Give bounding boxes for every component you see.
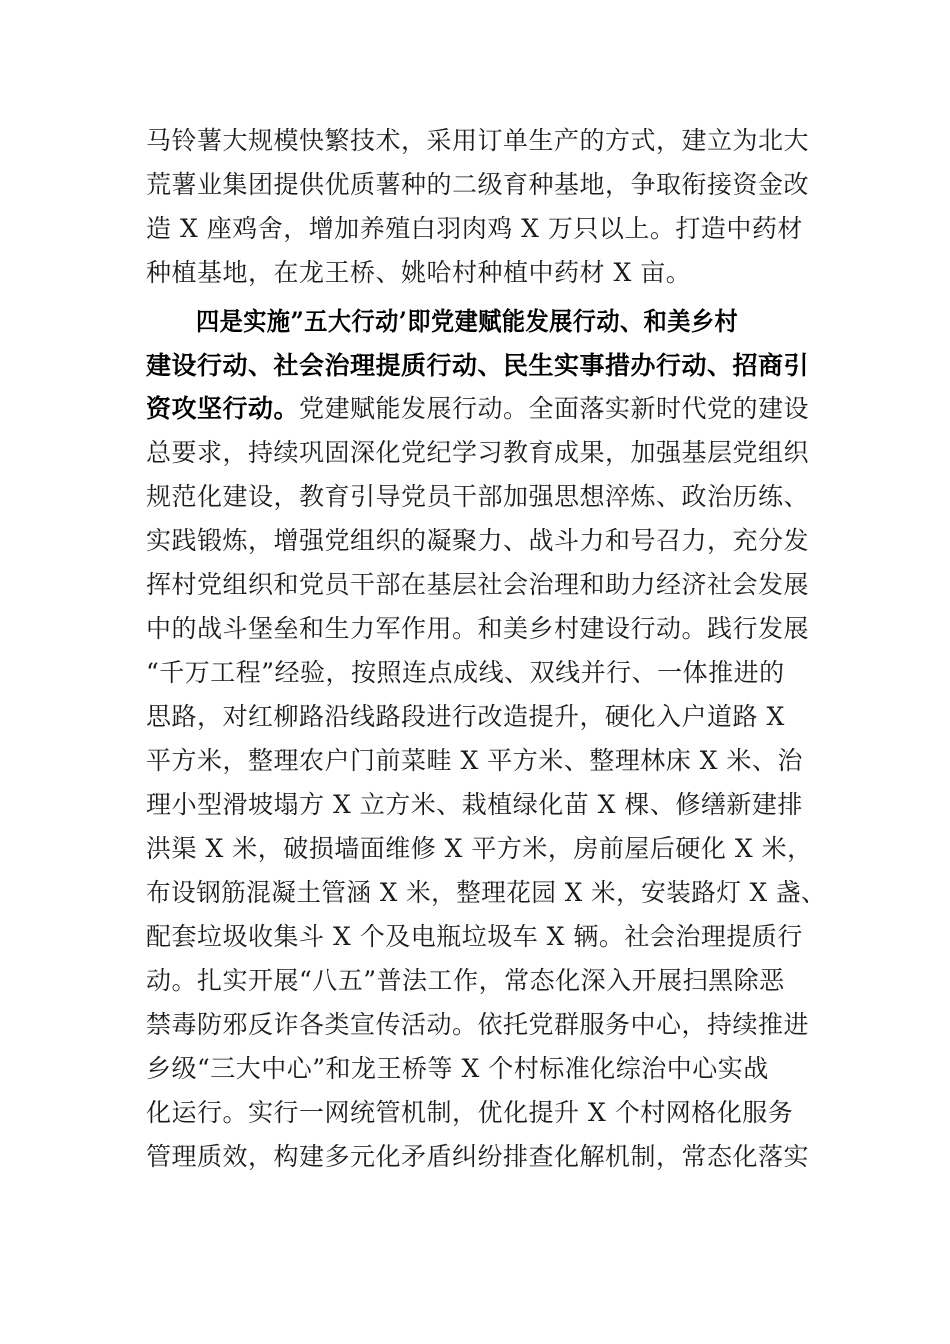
text-line: “千万工程”经验，按照连点成线、双线并行、一体推进的: [146, 658, 785, 687]
text-line-continuation: 党建赋能发展行动。全面落实新时代党的建设: [299, 394, 810, 423]
text-line: 禁毒防邪反诈各类宣传活动。依托党群服务中心，持续推进: [146, 1010, 810, 1039]
text-line: 配套垃圾收集斗 X 个及电瓶垃圾车 X 辆。社会治理提质行: [146, 922, 803, 951]
text-line: 中的战斗堡垒和生力军作用。和美乡村建设行动。践行发展: [146, 614, 810, 643]
text-line: 总要求，持续巩固深化党纪学习教育成果，加强基层党组织: [146, 438, 810, 467]
text-line: 动。扎实开展“八五”普法工作，常态化深入开展扫黑除恶: [146, 966, 785, 995]
text-line: 马铃薯大规模快繁技术，采用订单生产的方式，建立为北大: [146, 126, 810, 155]
text-line: 管理质效，构建多元化矛盾纠纷排查化解机制，常态化落实: [146, 1142, 810, 1171]
text-line: 实践锻炼，增强党组织的凝聚力、战斗力和号召力，充分发: [146, 526, 810, 555]
text-line: 布设钢筋混凝土管涵 X 米，整理花园 X 米，安装路灯 X 盏、: [146, 878, 827, 907]
text-line: 乡级“三大中心”和龙王桥等 X 个村标准化综治中心实战: [146, 1054, 769, 1083]
text-line: 种植基地，在龙王桥、姚哈村种植中药材 X 亩。: [146, 258, 692, 287]
text-line: 洪渠 X 米，破损墙面维修 X 平方米，房前屋后硬化 X 米，: [146, 834, 813, 863]
heading-line: 建设行动、社会治理提质行动、民生实事措办行动、招商引: [146, 351, 810, 380]
text-line: 思路，对红柳路沿线路段进行改造提升，硬化入户道路 X: [146, 702, 785, 731]
text-line: 荒薯业集团提供优质薯种的二级育种基地，争取衔接资金改: [146, 170, 810, 199]
heading-line: 四是实施”五大行动’即党建赋能发展行动、和美乡村: [196, 307, 739, 336]
text-line: 平方米，整理农户门前菜畦 X 平方米、整理林床 X 米、治: [146, 746, 803, 775]
text-line: 挥村党组织和党员干部在基层社会治理和助力经济社会发展: [146, 570, 810, 599]
text-line: 规范化建设，教育引导党员干部加强思想淬炼、政治历练、: [146, 482, 810, 511]
text-line: 化运行。实行一网统管机制，优化提升 X 个村网格化服务: [146, 1098, 794, 1127]
text-line: 理小型滑坡塌方 X 立方米、栽植绿化苗 X 棵、修缮新建排: [146, 790, 803, 819]
text-line: [146, 394, 826, 424]
heading-line-end: 资攻坚行动。: [146, 394, 300, 423]
text-line: 造 X 座鸡舍，增加养殖白羽肉鸡 X 万只以上。打造中药材: [146, 214, 803, 243]
